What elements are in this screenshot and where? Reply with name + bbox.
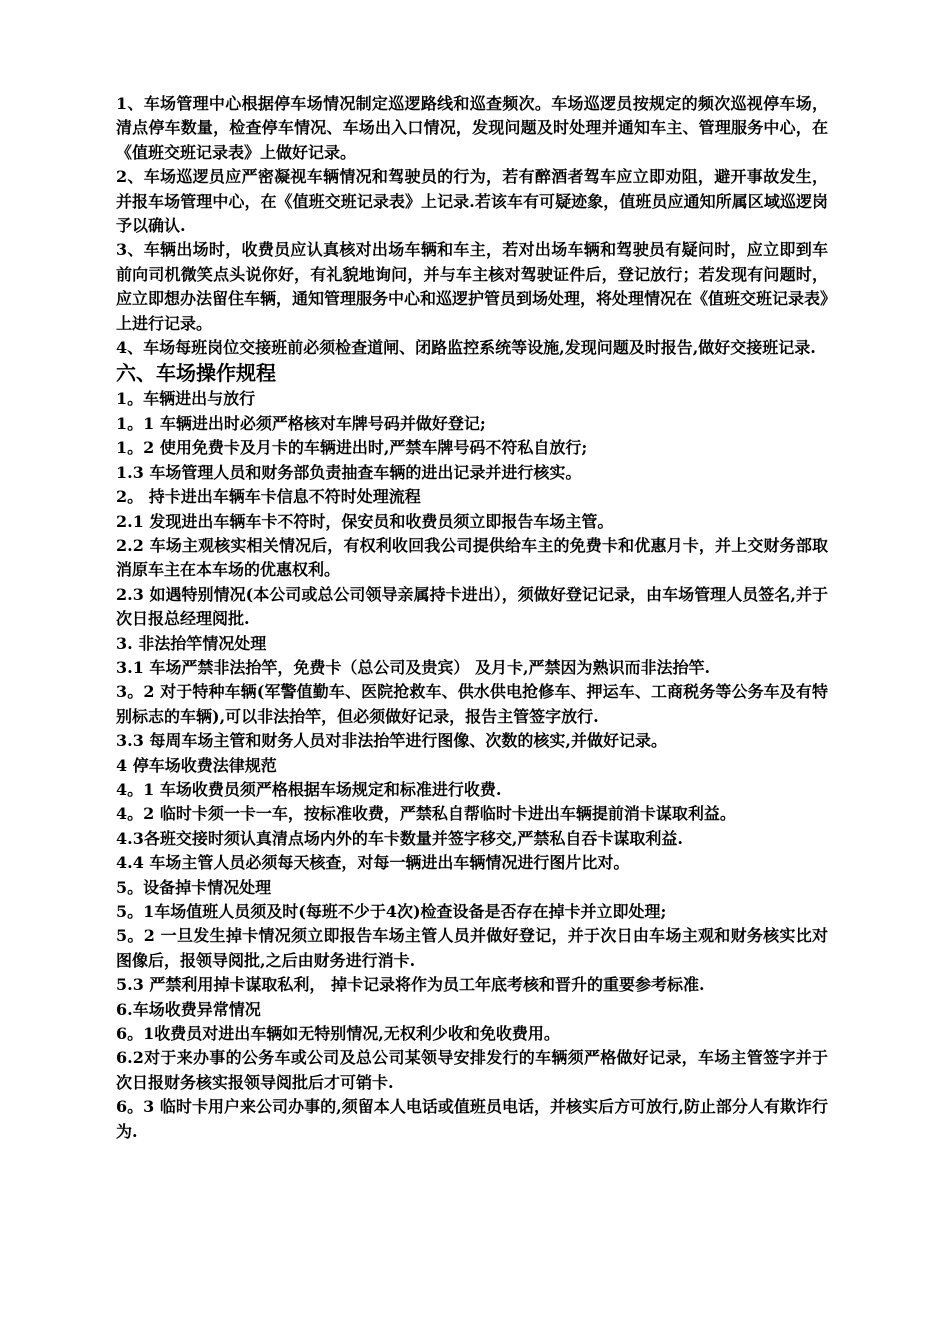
intro-paragraph-2: 2、车场巡逻员应严密凝视车辆情况和驾驶员的行为，若有醉酒者驾车应立即劝阻，避开事故发生，并报车场管理中心，在《值班交班记录表》上记录.若该车有可疑迹象，值班员应通知所属区域巡逻岗予以确认. — [116, 167, 828, 236]
section-item: 2.1 发现进出车辆车卡不符时，保安员和收费员须立即报告车场主管。 — [116, 511, 614, 531]
section-item: 3。2 对于特种车辆(军警值勤车、医院抢救车、供水供电抢修车、押运车、工商税务等公务车及有特别标志的车辆),可以非法抬竿，但必须做好记录，报告主管签字放行. — [116, 682, 828, 726]
section-item: 4。2 临时卡须一卡一车，按标准收费，严禁私自帮临时卡进出车辆提前消卡谋取利益。 — [116, 804, 736, 824]
section-item: 6.车场收费异常情况 — [116, 999, 261, 1019]
section-item: 5.3 严禁利用掉卡谋取私利， 掉卡记录将作为员工年底考核和晋升的重要参考标准. — [116, 975, 705, 995]
section-item: 4 停车场收费法律规范 — [116, 755, 277, 775]
section-item: 6。1收费员对进出车辆如无特别情况,无权利少收和免收费用。 — [116, 1024, 560, 1044]
section-item: 1.3 车场管理人员和财务部负责抽查车辆的进出记录并进行核实。 — [116, 462, 582, 482]
section-item: 4.4 车场主管人员必须每天核查，对每一辆进出车辆情况进行图片比对。 — [116, 853, 630, 873]
section-heading: 六、车场操作规程 — [116, 361, 276, 386]
section-item: 1。车辆进出与放行 — [116, 389, 256, 409]
section-item: 6.2对于来办事的公务车或公司及总公司某领导安排发行的车辆须严格做好记录，车场主管签字并于次日报财务核实报领导阅批后才可销卡. — [116, 1048, 828, 1092]
section-item: 5。1车场值班人员须及时(每班不少于4次)检查设备是否存在掉卡并立即处理; — [116, 902, 667, 921]
section-item: 3.1 车场严禁非法抬竿，免费卡（总公司及贵宾） 及月卡,严禁因为熟识而非法抬竿. — [116, 657, 711, 677]
section-item: 2。 持卡进出车辆车卡信息不符时处理流程 — [116, 487, 421, 507]
intro-paragraph-4: 4、车场每班岗位交接班前必须检查道闸、闭路监控系统等设施,发现问题及时报告,做好交接班记录. — [116, 338, 816, 358]
section-item: 2.3 如遇特别情况(本公司或总公司领导亲属持卡进出），须做好登记记录，由车场管理人员签名,并于次日报总经理阅批. — [116, 584, 828, 629]
section-item: 1。1 车辆进出时必须严格核对车牌号码并做好登记; — [116, 413, 486, 433]
section-item: 6。3 临时卡用户来公司办事的,须留本人电话或值班员电话，并核实后方可放行,防止部分人有欺诈行为. — [116, 1097, 828, 1141]
document-page — [116, 92, 828, 1144]
section-item: 4。1 车场收费员须严格根据车场规定和标准进行收费. — [116, 779, 502, 799]
section-item: 3. 非法抬竿情况处理 — [116, 633, 267, 653]
section-item: 4.3各班交接时须认真清点场内外的车卡数量并签字移交,严禁私自吞卡谋取利益. — [116, 828, 683, 848]
section-item: 5。2 一旦发生掉卡情况须立即报告车场主管人员并做好登记，并于次日由车场主观和财务核实比对图像后，报领导阅批,之后由财务进行消卡. — [116, 926, 828, 970]
section-item: 5。设备掉卡情况处理 — [116, 877, 272, 897]
section-item: 2.2 车场主观核实相关情况后，有权利收回我公司提供给车主的免费卡和优惠月卡，并上交财务部取消原车主在本车场的优惠权利。 — [116, 535, 828, 580]
intro-paragraph-1: 1、车场管理中心根据停车场情况制定巡逻路线和巡查频次。车场巡逻员按规定的频次巡视停车场，清点停车数量，检查停车情况、车场出入口情况，发现问题及时处理并通知车主、管理服务中心，在《值班交班记录表》上做好记录。 — [116, 94, 828, 162]
section-item: 3.3 每周车场主管和财务人员对非法抬竿进行图像、次数的核实,并做好记录。 — [116, 731, 667, 751]
section-item: 1。2 使用免费卡及月卡的车辆进出时,严禁车牌号码不符私自放行; — [116, 438, 588, 458]
intro-paragraph-3: 3、车辆出场时，收费员应认真核对出场车辆和车主，若对出场车辆和驾驶员有疑问时，应立即到车前向司机微笑点头说你好，有礼貌地询问，并与车主核对驾驶证件后，登记放行；若发现有问题时，应立即想办法留住车辆，通知管理服务中心和巡逻护管员到场处理，将处理情况在《值班交班记录表》上进行记录。 — [116, 240, 829, 333]
